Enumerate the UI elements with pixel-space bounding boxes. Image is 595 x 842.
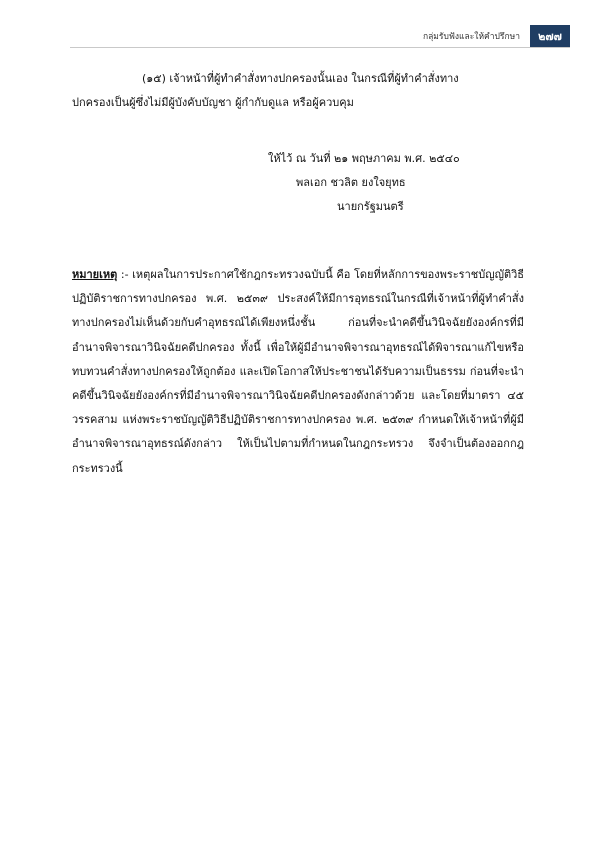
clause-15-line-2: ปกครองเป็นผู้ซึ่งไม่มีผู้บังคับบัญชา ผู้กำกับดูแล หรือผู้ควบคุม	[72, 96, 354, 109]
clause-15-line-1: (๑๕) เจ้าหน้าที่ผู้ทำคำสั่งทางปกครองนั้นเอง ในกรณีที่ผู้ทำคำสั่งทาง	[142, 72, 459, 85]
signatory-name: พลเอก ชวลิต ยงใจยุทธ	[296, 176, 406, 189]
remark-paragraph	[72, 263, 524, 481]
page-number-badge: ๒๗๗	[530, 25, 570, 47]
remark-label: หมายเหตุ	[72, 268, 118, 281]
remark-text: :- เหตุผลในการประกาศใช้กฎกระทรวงฉบับนี้ คือ โดยที่หลักการของพระราชบัญญัติวิธีปฏิบัติราชการทางปกครอง พ.ศ. ๒๕๓๙ ประสงค์ให้มีการอุทธรณ์ในกรณีที่เจ้าหน้าที่ผู้ทำคำสั่งทางปกครองไม่เห็นด้วยกับคำอุทธรณ์ได้เพียงหนึ่งชั้น ก่อนที่จะนำคดีขึ้นวินิจฉัยยังองค์กรที่มีอำนาจพิจารณาวินิจฉัยคดีปกครอง ทั้งนี้ เพื่อให้ผู้มีอำนาจพิจารณาอุทธรณ์ได้พิจารณาแก้ไขหรือทบทวนคำสั่งทางปกครองให้ถูกต้อง และเปิดโอกาสให้ประชาชนได้รับความเป็นธรรม ก่อนที่จะนำคดีขึ้นวินิจฉัยยังองค์กรที่มีอำนาจพิจารณาวินิจฉัยคดีปกครองดังกล่าวด้วย และโดยที่มาตรา ๔๕ วรรคสาม แห่งพระราชบัญญัติวิธีปฏิบัติราชการทางปกครอง พ.ศ. ๒๕๓๙ กำหนดให้เจ้าหน้าที่ผู้มีอำนาจพิจารณาอุทธรณ์ดังกล่าว ให้เป็นไปตามที่กำหนดในกฎกระทรวง จึงจำเป็นต้องออกกฎกระทรวงนี้	[72, 268, 524, 475]
signature-date: ให้ไว้ ณ วันที่ ๒๑ พฤษภาคม พ.ศ. ๒๕๔๐	[268, 152, 460, 165]
page-header	[423, 25, 570, 47]
signatory-title: นายกรัฐมนตรี	[337, 200, 404, 213]
header-section-label: กลุ่มรับฟังและให้คำปรึกษา	[422, 32, 520, 42]
header-divider	[70, 47, 570, 48]
